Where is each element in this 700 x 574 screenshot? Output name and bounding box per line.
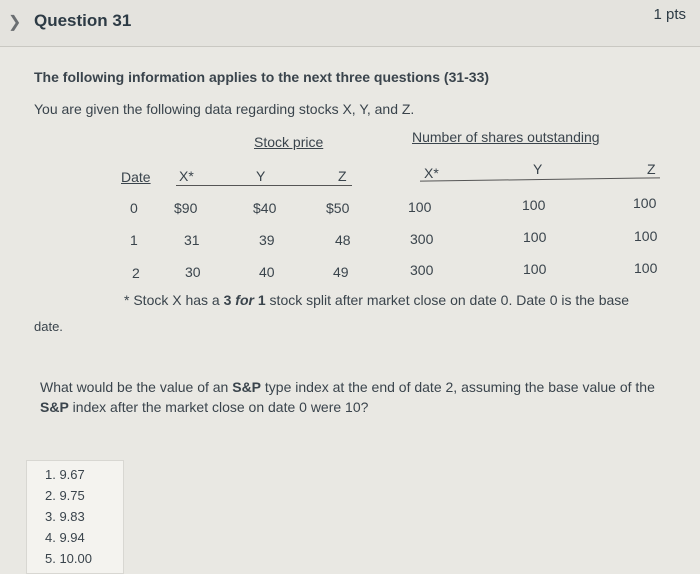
row0-shares-y: 100 xyxy=(522,197,546,213)
question-text: What would be the value of an S&P type index at the end of date 2, assuming the base value of the S&P index after the market close on date 0 were 10? xyxy=(40,379,655,415)
row1-shares-z: 100 xyxy=(634,228,658,244)
col-price-y: Y xyxy=(256,168,266,184)
answer-option-1[interactable]: 1. 9.67 xyxy=(45,467,85,482)
row1-shares-y: 100 xyxy=(523,229,547,245)
answer-option-2[interactable]: 2. 9.75 xyxy=(45,488,85,503)
intro-line-2: You are given the following data regarding stocks X, Y, and Z. xyxy=(34,101,415,117)
row2-price-x: 30 xyxy=(185,264,201,280)
row1-price-z: 48 xyxy=(335,232,351,248)
shares-header-underline xyxy=(420,177,660,181)
answer-option-3[interactable]: 3. 9.83 xyxy=(45,509,85,524)
col-shares-y: Y xyxy=(533,161,543,177)
row0-shares-z: 100 xyxy=(633,195,657,211)
row1-date: 1 xyxy=(130,232,138,248)
row0-date: 0 xyxy=(130,200,138,216)
points-label: 1 pts xyxy=(653,6,686,23)
row1-shares-x: 300 xyxy=(410,231,434,247)
row0-shares-x: 100 xyxy=(408,199,432,215)
answer-list xyxy=(26,460,124,574)
shares-outstanding-header: Number of shares outstanding xyxy=(412,129,600,145)
row0-price-x: $90 xyxy=(174,200,198,216)
footnote-tail: date. xyxy=(34,319,63,334)
answer-option-4[interactable]: 4. 9.94 xyxy=(45,530,85,545)
question-header xyxy=(0,0,700,47)
intro-line-1: The following information applies to the next three questions (31-33) xyxy=(34,69,490,85)
footnote: * Stock X has a 3 for 1 stock split after market close on date 0. Date 0 is the base xyxy=(124,292,630,308)
stock-price-header: Stock price xyxy=(254,134,324,150)
question-title: Question 31 xyxy=(34,11,132,30)
question-body xyxy=(0,47,700,574)
col-price-x: X* xyxy=(179,168,194,184)
col-shares-x: X* xyxy=(424,165,439,181)
answer-option-5[interactable]: 5. 10.00 xyxy=(45,551,92,566)
row2-shares-y: 100 xyxy=(523,261,547,277)
price-header-underline xyxy=(176,185,352,186)
col-price-z: Z xyxy=(338,168,347,184)
row2-price-y: 40 xyxy=(259,264,275,280)
col-date: Date xyxy=(121,169,151,185)
col-shares-z: Z xyxy=(647,161,656,177)
row1-price-x: 31 xyxy=(184,232,200,248)
row2-price-z: 49 xyxy=(333,264,349,280)
row2-shares-x: 300 xyxy=(410,262,434,278)
row0-price-z: $50 xyxy=(326,200,350,216)
row2-shares-z: 100 xyxy=(634,260,658,276)
footnote-star: * xyxy=(124,292,130,308)
chevron-right-icon[interactable]: ❯ xyxy=(8,14,22,31)
row0-price-y: $40 xyxy=(253,200,277,216)
row2-date: 2 xyxy=(132,265,140,281)
row1-price-y: 39 xyxy=(259,232,275,248)
